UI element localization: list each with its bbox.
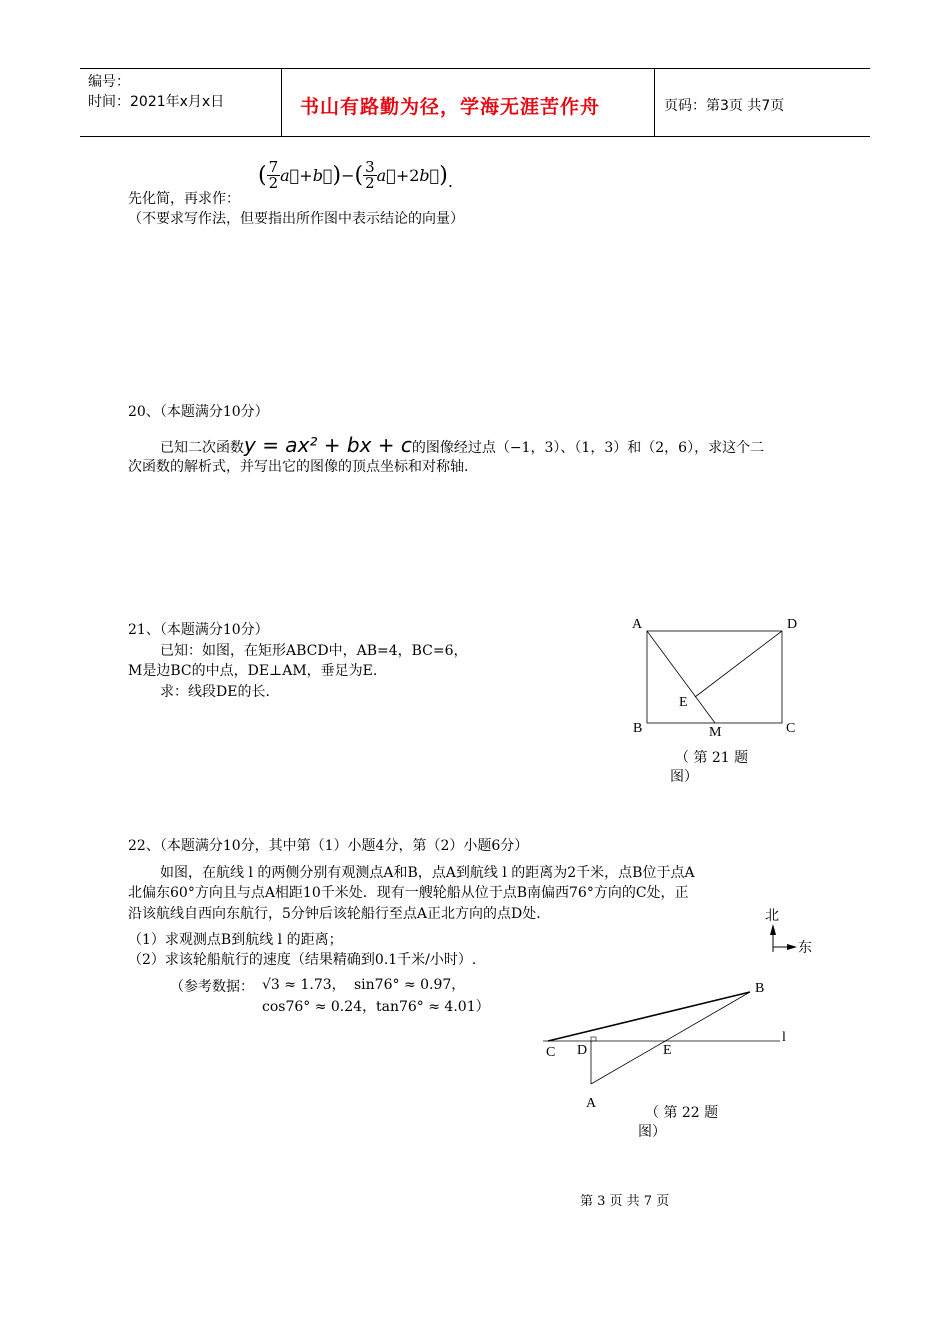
east-arrow-icon (787, 944, 797, 950)
q22-ref-tan: tan76° ≈ 4.01） (376, 999, 490, 1015)
frac-denominator: 2 (268, 174, 279, 192)
q20-formula: y = ax² + bx + c (244, 433, 412, 457)
right-angle-mark (591, 1037, 596, 1041)
label-a: A (632, 617, 643, 632)
q21-line3: 求：线段DE的长. (160, 684, 270, 700)
q22-line1: 如图，在航线 l 的两侧分别有观测点A和B，点A到航线 l 的距离为2千米，点B位于点A (160, 865, 695, 881)
q22-sub2: （2）求该轮船航行的速度（结果精确到0.1千米/小时）. (128, 952, 477, 968)
q22-ref-sin: sin76° ≈ 0.97， (354, 977, 466, 993)
q22-ref-sqrt: √3 ≈ 1.73， (262, 977, 346, 993)
q22-ref-cos: cos76° ≈ 0.24， (262, 999, 377, 1015)
label-m: M (709, 725, 722, 740)
q22-figure (535, 975, 805, 1115)
q21-line1: 已知：如图，在矩形ABCD中，AB=4，BC=6， (160, 643, 468, 659)
q22-ref-label: （参考数据： (170, 979, 254, 995)
q19-expression: ( $\frac{7}{2}$ a⃗+b⃗)−( $\frac{3}{2}$ a⃗+2b⃗). (258, 158, 453, 192)
frac-denominator: 2 (365, 174, 375, 192)
header-motto: 书山有路勤为径，学海无涯苦作舟 (300, 96, 601, 118)
segment-ab (591, 992, 750, 1084)
footer-page-number: 第 3 页 共 7 页 (580, 1194, 670, 1209)
q21-caption: （ 第 21 题 (675, 750, 749, 766)
segment-de (695, 631, 782, 697)
north-arrow-icon (770, 924, 776, 935)
q22-line2: 北偏东60°方向且与点A相距10千米处．现有一艘轮船从位于点B南偏西76°方向的C处，正 (128, 885, 689, 901)
label-a: A (586, 1096, 597, 1111)
q20-line2: 次函数的解析式，并写出它的图像的顶点坐标和对称轴. (128, 459, 469, 475)
q21-title: 21、（本题满分10分） (128, 622, 269, 638)
label-c: C (546, 1045, 556, 1060)
label-b: B (755, 981, 765, 996)
serial-label: 编号： (88, 74, 130, 90)
page-label: 页码：第3页 共7页 (664, 98, 785, 114)
time-label: 时间：2021年x月x日 (88, 94, 225, 110)
q21-caption-cont: 图） (670, 769, 698, 785)
label-e: E (679, 695, 688, 710)
q22-caption-cont: 图） (638, 1124, 666, 1140)
label-d: D (787, 617, 798, 632)
q20-line1-post: 的图像经过点（−1，3）、（1，3）和（2，6），求这个二 (411, 440, 765, 456)
q20-title: 20、（本题满分10分） (128, 404, 269, 420)
q22-sub1: （1）求观测点B到航线 l 的距离； (128, 932, 343, 948)
q20-line1 (160, 433, 764, 457)
label-c: C (786, 721, 796, 736)
header-divider (281, 68, 282, 136)
q21-line2: M是边BC的中点，DE⊥AM，垂足为E. (128, 663, 378, 679)
q19-note: （不要求写作法，但要指出所作图中表示结论的向量） (128, 211, 464, 227)
q19-prefix: 先化简，再求作： (128, 191, 240, 207)
q22-title: 22、（本题满分10分，其中第（1）小题4分，第（2）小题6分） (128, 838, 529, 854)
frac-numerator: 3 (365, 158, 375, 176)
q22-caption: （ 第 22 题 (645, 1105, 719, 1121)
compass-east-label: 东 (798, 941, 812, 956)
q21-figure (620, 610, 820, 740)
label-l: l (782, 1030, 786, 1045)
label-b: B (633, 721, 643, 736)
label-d: D (577, 1043, 588, 1058)
segment-cb (548, 992, 750, 1041)
label-e: E (663, 1043, 672, 1058)
q22-line3: 沿该航线自西向东航行，5分钟后该轮船行至点A正北方向的点D处. (128, 906, 541, 922)
rectangle-abcd (647, 631, 782, 723)
compass (748, 905, 818, 960)
q20-line1-pre: 已知二次函数 (160, 440, 244, 456)
frac-numerator: 7 (268, 158, 279, 176)
header-divider (654, 68, 655, 136)
compass-north-label: 北 (765, 909, 779, 924)
